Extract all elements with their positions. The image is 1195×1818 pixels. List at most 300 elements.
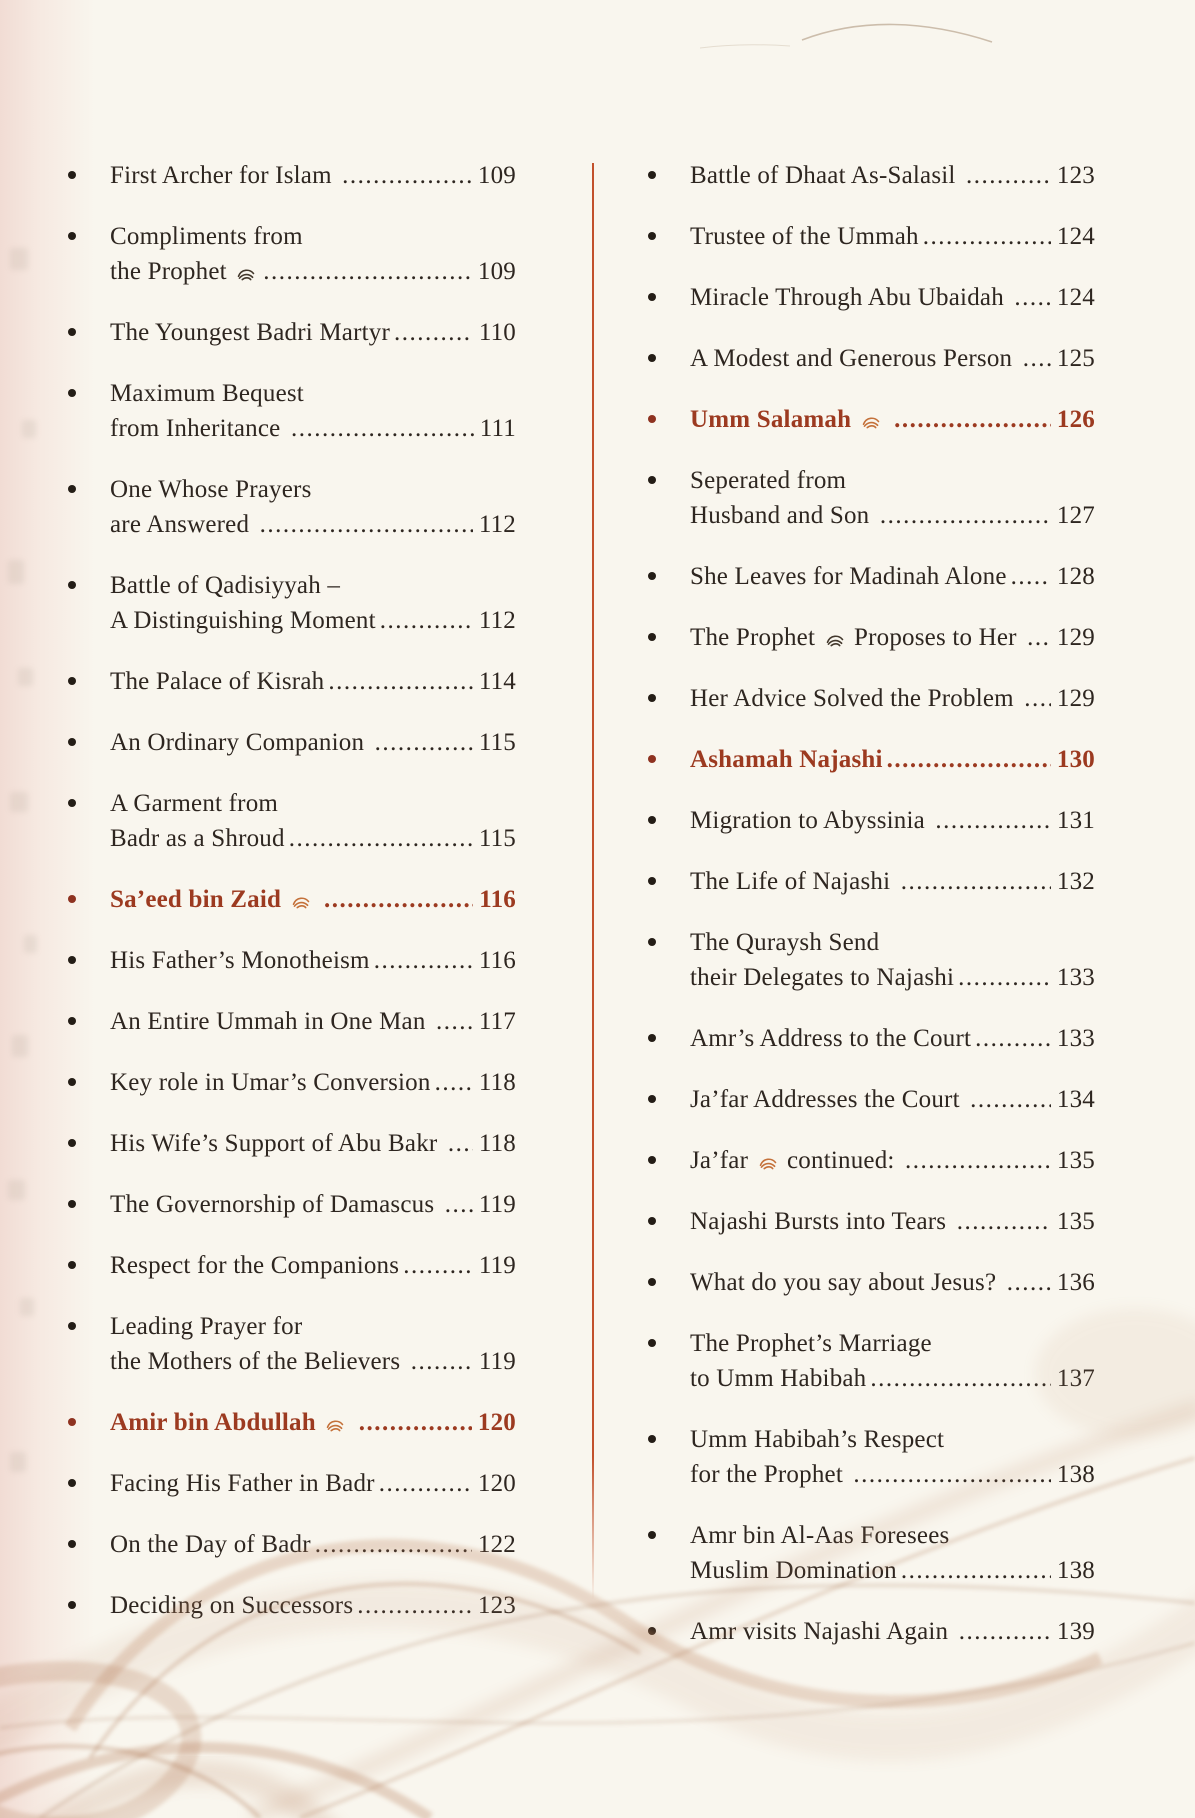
dotted-leader [289, 821, 473, 856]
entry-body [110, 1466, 516, 1501]
entry-body [690, 681, 1095, 716]
dotted-leader [959, 1614, 1051, 1649]
entry-title: Respect for the Companions [110, 1252, 400, 1279]
toc-entry [648, 1021, 1095, 1056]
toc-entry [68, 664, 516, 699]
dotted-leader [880, 498, 1051, 533]
toc-entry [648, 158, 1095, 193]
entry-body [110, 1004, 516, 1039]
entry-line [690, 1326, 1095, 1361]
entry-line [690, 864, 1095, 899]
dotted-leader [394, 315, 473, 350]
bullet-icon [68, 1540, 76, 1548]
dotted-leader [1011, 559, 1051, 594]
entry-line [110, 315, 516, 350]
entry-line [690, 498, 1095, 533]
dotted-leader [1007, 1265, 1051, 1300]
entry-body [110, 882, 516, 917]
entry-body [110, 315, 516, 350]
page-number: 122 [477, 1531, 516, 1558]
entry-line [110, 1588, 516, 1623]
entry-title: Facing His Father in Badr [110, 1470, 375, 1497]
dotted-leader [342, 158, 472, 193]
bullet-icon [68, 389, 76, 397]
toc-entry [648, 925, 1095, 995]
page-number: 127 [1056, 502, 1095, 529]
toc-entry [68, 1187, 516, 1222]
bullet-icon [648, 354, 656, 362]
toc-entry [648, 620, 1095, 655]
entry-body [690, 1265, 1095, 1300]
bullet-icon [68, 956, 76, 964]
entry-line [690, 402, 1095, 437]
entry-body [690, 1082, 1095, 1117]
entry-line [110, 725, 516, 760]
toc-entry [68, 1466, 516, 1501]
toc-column-left [68, 158, 516, 1675]
entry-body [690, 1422, 1095, 1492]
bullet-icon [68, 232, 76, 240]
entry-line [690, 620, 1095, 655]
toc-entry [68, 1126, 516, 1161]
page-number: 119 [478, 1191, 516, 1218]
entry-line [690, 463, 1095, 498]
entry-title: Umm Salamah [690, 402, 890, 437]
dotted-leader [263, 254, 472, 289]
bullet-icon [648, 694, 656, 702]
entry-body [690, 803, 1095, 838]
entry-title: Her Advice Solved the Problem [690, 685, 1021, 712]
bullet-icon [648, 1217, 656, 1225]
entry-title: Migration to Abyssinia [690, 807, 932, 834]
page-number: 129 [1056, 624, 1095, 651]
entry-title: The Life of Najashi [690, 868, 897, 895]
bullet-icon [68, 485, 76, 493]
bullet-icon [648, 476, 656, 484]
entry-line [690, 681, 1095, 716]
bullet-icon [648, 293, 656, 301]
page-number: 115 [478, 825, 516, 852]
dotted-leader [975, 1021, 1051, 1056]
entry-body [110, 1405, 516, 1440]
entry-line [690, 1422, 1095, 1457]
entry-title: Deciding on Successors [110, 1592, 354, 1619]
companion-salutation-icon [290, 894, 312, 909]
toc-entry [648, 864, 1095, 899]
entry-title: Trustee of the Ummah [690, 223, 919, 250]
entry-title: His Wife’s Support of Abu Bakr [110, 1130, 444, 1157]
entry-body [690, 463, 1095, 533]
companion-salutation-icon [757, 1155, 779, 1170]
entry-line [110, 1405, 516, 1440]
entry-line [110, 254, 516, 289]
entry-body [110, 219, 516, 289]
toc-column-right [648, 158, 1095, 1675]
entry-title: The Prophet Proposes to Her [690, 624, 1024, 651]
toc-entry [68, 1588, 516, 1623]
dotted-leader [291, 411, 474, 446]
page-number: 131 [1056, 807, 1095, 834]
dotted-leader [357, 1588, 472, 1623]
toc-entry [68, 568, 516, 638]
bullet-icon [68, 1479, 76, 1487]
dotted-leader [380, 603, 473, 638]
toc-entry [68, 376, 516, 446]
entry-title: Husband and Son [690, 502, 876, 529]
entry-title: A Distinguishing Moment [110, 607, 376, 634]
prophet-salutation-icon [824, 632, 846, 647]
page-number: 136 [1056, 1269, 1095, 1296]
bullet-icon [68, 799, 76, 807]
entry-body [690, 1204, 1095, 1239]
entry-body [690, 280, 1095, 315]
page-number: 109 [477, 162, 516, 189]
prophet-salutation-icon [235, 266, 257, 281]
page-number: 139 [1056, 1618, 1095, 1645]
entry-line [110, 472, 516, 507]
entry-title: Umm Habibah’s Respect [690, 1426, 945, 1453]
bullet-icon [68, 738, 76, 746]
page-number: 120 [477, 1409, 516, 1436]
page-number: 133 [1056, 1025, 1095, 1052]
entry-line [110, 786, 516, 821]
entry-line [110, 568, 516, 603]
dotted-leader [411, 1344, 473, 1379]
entry-title: Amr visits Najashi Again [690, 1618, 955, 1645]
entry-line [110, 1004, 516, 1039]
toc-entry [648, 559, 1095, 594]
entry-line [690, 960, 1095, 995]
page-number: 128 [1056, 563, 1095, 590]
dotted-leader [1024, 681, 1051, 716]
entry-line [110, 1466, 516, 1501]
toc-entry [648, 1143, 1095, 1178]
toc-entry [648, 1204, 1095, 1239]
dotted-leader [853, 1457, 1050, 1492]
entry-line [110, 664, 516, 699]
entry-title: What do you say about Jesus? [690, 1269, 1003, 1296]
entry-title: Badr as a Shroud [110, 825, 285, 852]
dotted-leader [1023, 341, 1051, 376]
bullet-icon [68, 1078, 76, 1086]
entry-title: A Garment from [110, 790, 279, 817]
dotted-leader [1027, 620, 1051, 655]
entry-title: His Father’s Monotheism [110, 947, 370, 974]
bullet-icon [648, 1339, 656, 1347]
page-number: 116 [478, 947, 516, 974]
entry-body [690, 158, 1095, 193]
column-gap [516, 158, 648, 1675]
entry-line [110, 219, 516, 254]
dotted-leader [315, 1527, 472, 1562]
entry-line [110, 158, 516, 193]
page-number: 123 [477, 1592, 516, 1619]
entry-title: The Prophet’s Marriage [690, 1330, 932, 1357]
toc-entry [68, 1004, 516, 1039]
entry-title: for the Prophet [690, 1461, 850, 1488]
toc-entry [68, 1248, 516, 1283]
entry-title: from Inheritance [110, 415, 287, 442]
dotted-leader [374, 943, 473, 978]
bullet-icon [648, 633, 656, 641]
toc-entry [648, 1326, 1095, 1396]
entry-title: Ja’far continued: [690, 1147, 901, 1174]
page-number: 111 [479, 415, 516, 442]
entry-title: Battle of Qadisiyyah – [110, 572, 341, 599]
entry-title: Compliments from [110, 223, 303, 250]
page-number: 130 [1056, 746, 1095, 773]
bullet-icon [648, 232, 656, 240]
entry-line [110, 821, 516, 856]
entry-title: Muslim Domination [690, 1557, 897, 1584]
dotted-leader [375, 725, 473, 760]
dotted-leader [957, 1204, 1051, 1239]
page-number: 109 [477, 258, 516, 285]
toc-entry [68, 315, 516, 350]
entry-body [690, 1518, 1095, 1588]
page-number: 124 [1056, 223, 1095, 250]
dotted-leader [935, 803, 1050, 838]
entry-line [110, 1187, 516, 1222]
entry-title: the Prophet [110, 254, 259, 289]
entry-line [690, 1518, 1095, 1553]
entry-line [110, 882, 516, 917]
bullet-icon [648, 1435, 656, 1443]
dotted-leader [260, 507, 473, 542]
entry-body [110, 725, 516, 760]
entry-line [110, 376, 516, 411]
toc-entry [648, 1265, 1095, 1300]
page-number: 125 [1056, 345, 1095, 372]
companion-salutation-female-icon [860, 414, 882, 429]
entry-title: their Delegates to Najashi [690, 964, 955, 991]
entry-title: She Leaves for Madinah Alone [690, 563, 1007, 590]
dotted-leader [1014, 280, 1051, 315]
entry-line [690, 1143, 1095, 1178]
entry-title: Najashi Bursts into Tears [690, 1208, 953, 1235]
toc-entry [648, 280, 1095, 315]
toc-section-entry [68, 1405, 516, 1440]
entry-title: Seperated from [690, 467, 847, 494]
entry-title: Leading Prayer for [110, 1313, 303, 1340]
entry-title: An Entire Ummah in One Man [110, 1008, 433, 1035]
bullet-icon [68, 581, 76, 589]
page-number: 137 [1056, 1365, 1095, 1392]
toc-entry [648, 219, 1095, 254]
entry-body [110, 1187, 516, 1222]
entry-body [110, 1527, 516, 1562]
page-number: 135 [1056, 1147, 1095, 1174]
dotted-leader [436, 1004, 473, 1039]
entry-body [110, 1126, 516, 1161]
entry-body [110, 664, 516, 699]
entry-line [690, 158, 1095, 193]
entry-title: Sa’eed bin Zaid [110, 882, 320, 917]
toc-entry [68, 943, 516, 978]
toc-entry [68, 158, 516, 193]
toc-section-entry [68, 882, 516, 917]
page-number: 132 [1056, 868, 1095, 895]
dotted-leader [894, 402, 1051, 437]
entry-title: Maximum Bequest [110, 380, 304, 407]
page-number: 117 [478, 1008, 516, 1035]
bullet-icon [648, 877, 656, 885]
entry-body [110, 1309, 516, 1379]
page-number: 119 [478, 1348, 516, 1375]
entry-title: Ashamah Najashi [690, 746, 883, 773]
entry-body [690, 402, 1095, 437]
toc-section-entry [648, 402, 1095, 437]
entry-line [110, 1344, 516, 1379]
dotted-leader [970, 1082, 1051, 1117]
page-number: 134 [1056, 1086, 1095, 1113]
toc-entry [68, 725, 516, 760]
bullet-icon [68, 1322, 76, 1330]
entry-line [110, 1126, 516, 1161]
toc-entry [648, 803, 1095, 838]
entry-line [110, 507, 516, 542]
toc-section-entry [648, 742, 1095, 777]
bullet-icon [648, 755, 656, 763]
entry-line [690, 803, 1095, 838]
bullet-icon [68, 677, 76, 685]
page-number: 126 [1056, 406, 1095, 433]
entry-title: An Ordinary Companion [110, 729, 371, 756]
bullet-icon [648, 171, 656, 179]
bullet-icon [68, 1418, 76, 1426]
toc-entry [68, 472, 516, 542]
toc-entry [68, 1527, 516, 1562]
entry-line [110, 943, 516, 978]
page-number: 110 [478, 319, 516, 346]
entry-line [110, 1248, 516, 1283]
bullet-icon [68, 1200, 76, 1208]
page-number: 114 [478, 668, 516, 695]
toc-entry [68, 786, 516, 856]
bullet-icon [68, 1139, 76, 1147]
entry-title: are Answered [110, 511, 256, 538]
toc-entry [648, 1422, 1095, 1492]
entry-title: Miracle Through Abu Ubaidah [690, 284, 1011, 311]
entry-line [690, 1265, 1095, 1300]
companion-salutation-icon [324, 1417, 346, 1432]
entry-body [690, 1326, 1095, 1396]
entry-body [690, 1614, 1095, 1649]
toc-entry [68, 219, 516, 289]
entry-body [690, 341, 1095, 376]
entry-title: Amr bin Al-Aas Foresees [690, 1522, 950, 1549]
entry-body [110, 568, 516, 638]
page-number: 120 [477, 1470, 516, 1497]
entry-body [110, 1588, 516, 1623]
entry-body [110, 786, 516, 856]
entry-line [690, 1457, 1095, 1492]
entry-title: Amr’s Address to the Court [690, 1025, 972, 1052]
entry-title: First Archer for Islam [110, 162, 339, 189]
entry-line [690, 1021, 1095, 1056]
toc-entry [648, 1614, 1095, 1649]
entry-line [690, 1614, 1095, 1649]
toc-entry [648, 1082, 1095, 1117]
entry-line [690, 559, 1095, 594]
entry-title: the Mothers of the Believers [110, 1348, 407, 1375]
entry-line [110, 603, 516, 638]
bullet-icon [68, 1261, 76, 1269]
table-of-contents [68, 158, 1095, 1675]
entry-line [690, 1204, 1095, 1239]
bullet-icon [648, 816, 656, 824]
entry-body [690, 219, 1095, 254]
bullet-icon [648, 1531, 656, 1539]
entry-title: Amir bin Abdullah [110, 1405, 355, 1440]
bullet-icon [68, 328, 76, 336]
dotted-leader [958, 960, 1051, 995]
entry-title: On the Day of Badr [110, 1531, 311, 1558]
bullet-icon [648, 415, 656, 423]
entry-body [690, 1021, 1095, 1056]
page-number: 112 [478, 607, 516, 634]
dotted-leader [403, 1248, 473, 1283]
page-number: 116 [479, 886, 516, 913]
dotted-leader [901, 864, 1051, 899]
dotted-leader [328, 664, 472, 699]
entry-body [110, 1248, 516, 1283]
bullet-icon [648, 1095, 656, 1103]
page-number: 133 [1056, 964, 1095, 991]
bullet-icon [648, 1034, 656, 1042]
entry-line [110, 1309, 516, 1344]
dotted-leader [435, 1065, 473, 1100]
page-number: 138 [1056, 1557, 1095, 1584]
entry-line [110, 1527, 516, 1562]
entry-line [690, 1082, 1095, 1117]
entry-line [690, 1361, 1095, 1396]
page-number: 129 [1056, 685, 1095, 712]
entry-line [110, 411, 516, 446]
entry-line [690, 341, 1095, 376]
entry-title: to Umm Habibah [690, 1365, 867, 1392]
page-number: 123 [1056, 162, 1095, 189]
toc-entry [648, 1518, 1095, 1588]
entry-body [690, 742, 1095, 777]
toc-entry [68, 1065, 516, 1100]
dotted-leader [966, 158, 1051, 193]
page-number: 138 [1056, 1461, 1095, 1488]
entry-body [110, 376, 516, 446]
bullet-icon [648, 938, 656, 946]
entry-title: Battle of Dhaat As-Salasil [690, 162, 963, 189]
dotted-leader [870, 1361, 1051, 1396]
dotted-leader [324, 882, 473, 917]
bullet-icon [648, 1278, 656, 1286]
entry-title: The Governorship of Damascus [110, 1191, 441, 1218]
scan-hairline-curve [0, 0, 1195, 70]
entry-body [690, 620, 1095, 655]
dotted-leader [379, 1466, 472, 1501]
entry-title: A Modest and Generous Person [690, 345, 1019, 372]
entry-title: Key role in Umar’s Conversion [110, 1069, 431, 1096]
bullet-icon [648, 1156, 656, 1164]
toc-entry [68, 1309, 516, 1379]
bullet-icon [648, 1627, 656, 1635]
toc-entry [648, 341, 1095, 376]
bullet-icon [648, 572, 656, 580]
page-number: 115 [478, 729, 516, 756]
dotted-leader [887, 742, 1051, 777]
page-number: 124 [1056, 284, 1095, 311]
page-number: 118 [478, 1069, 516, 1096]
bullet-icon [68, 171, 76, 179]
